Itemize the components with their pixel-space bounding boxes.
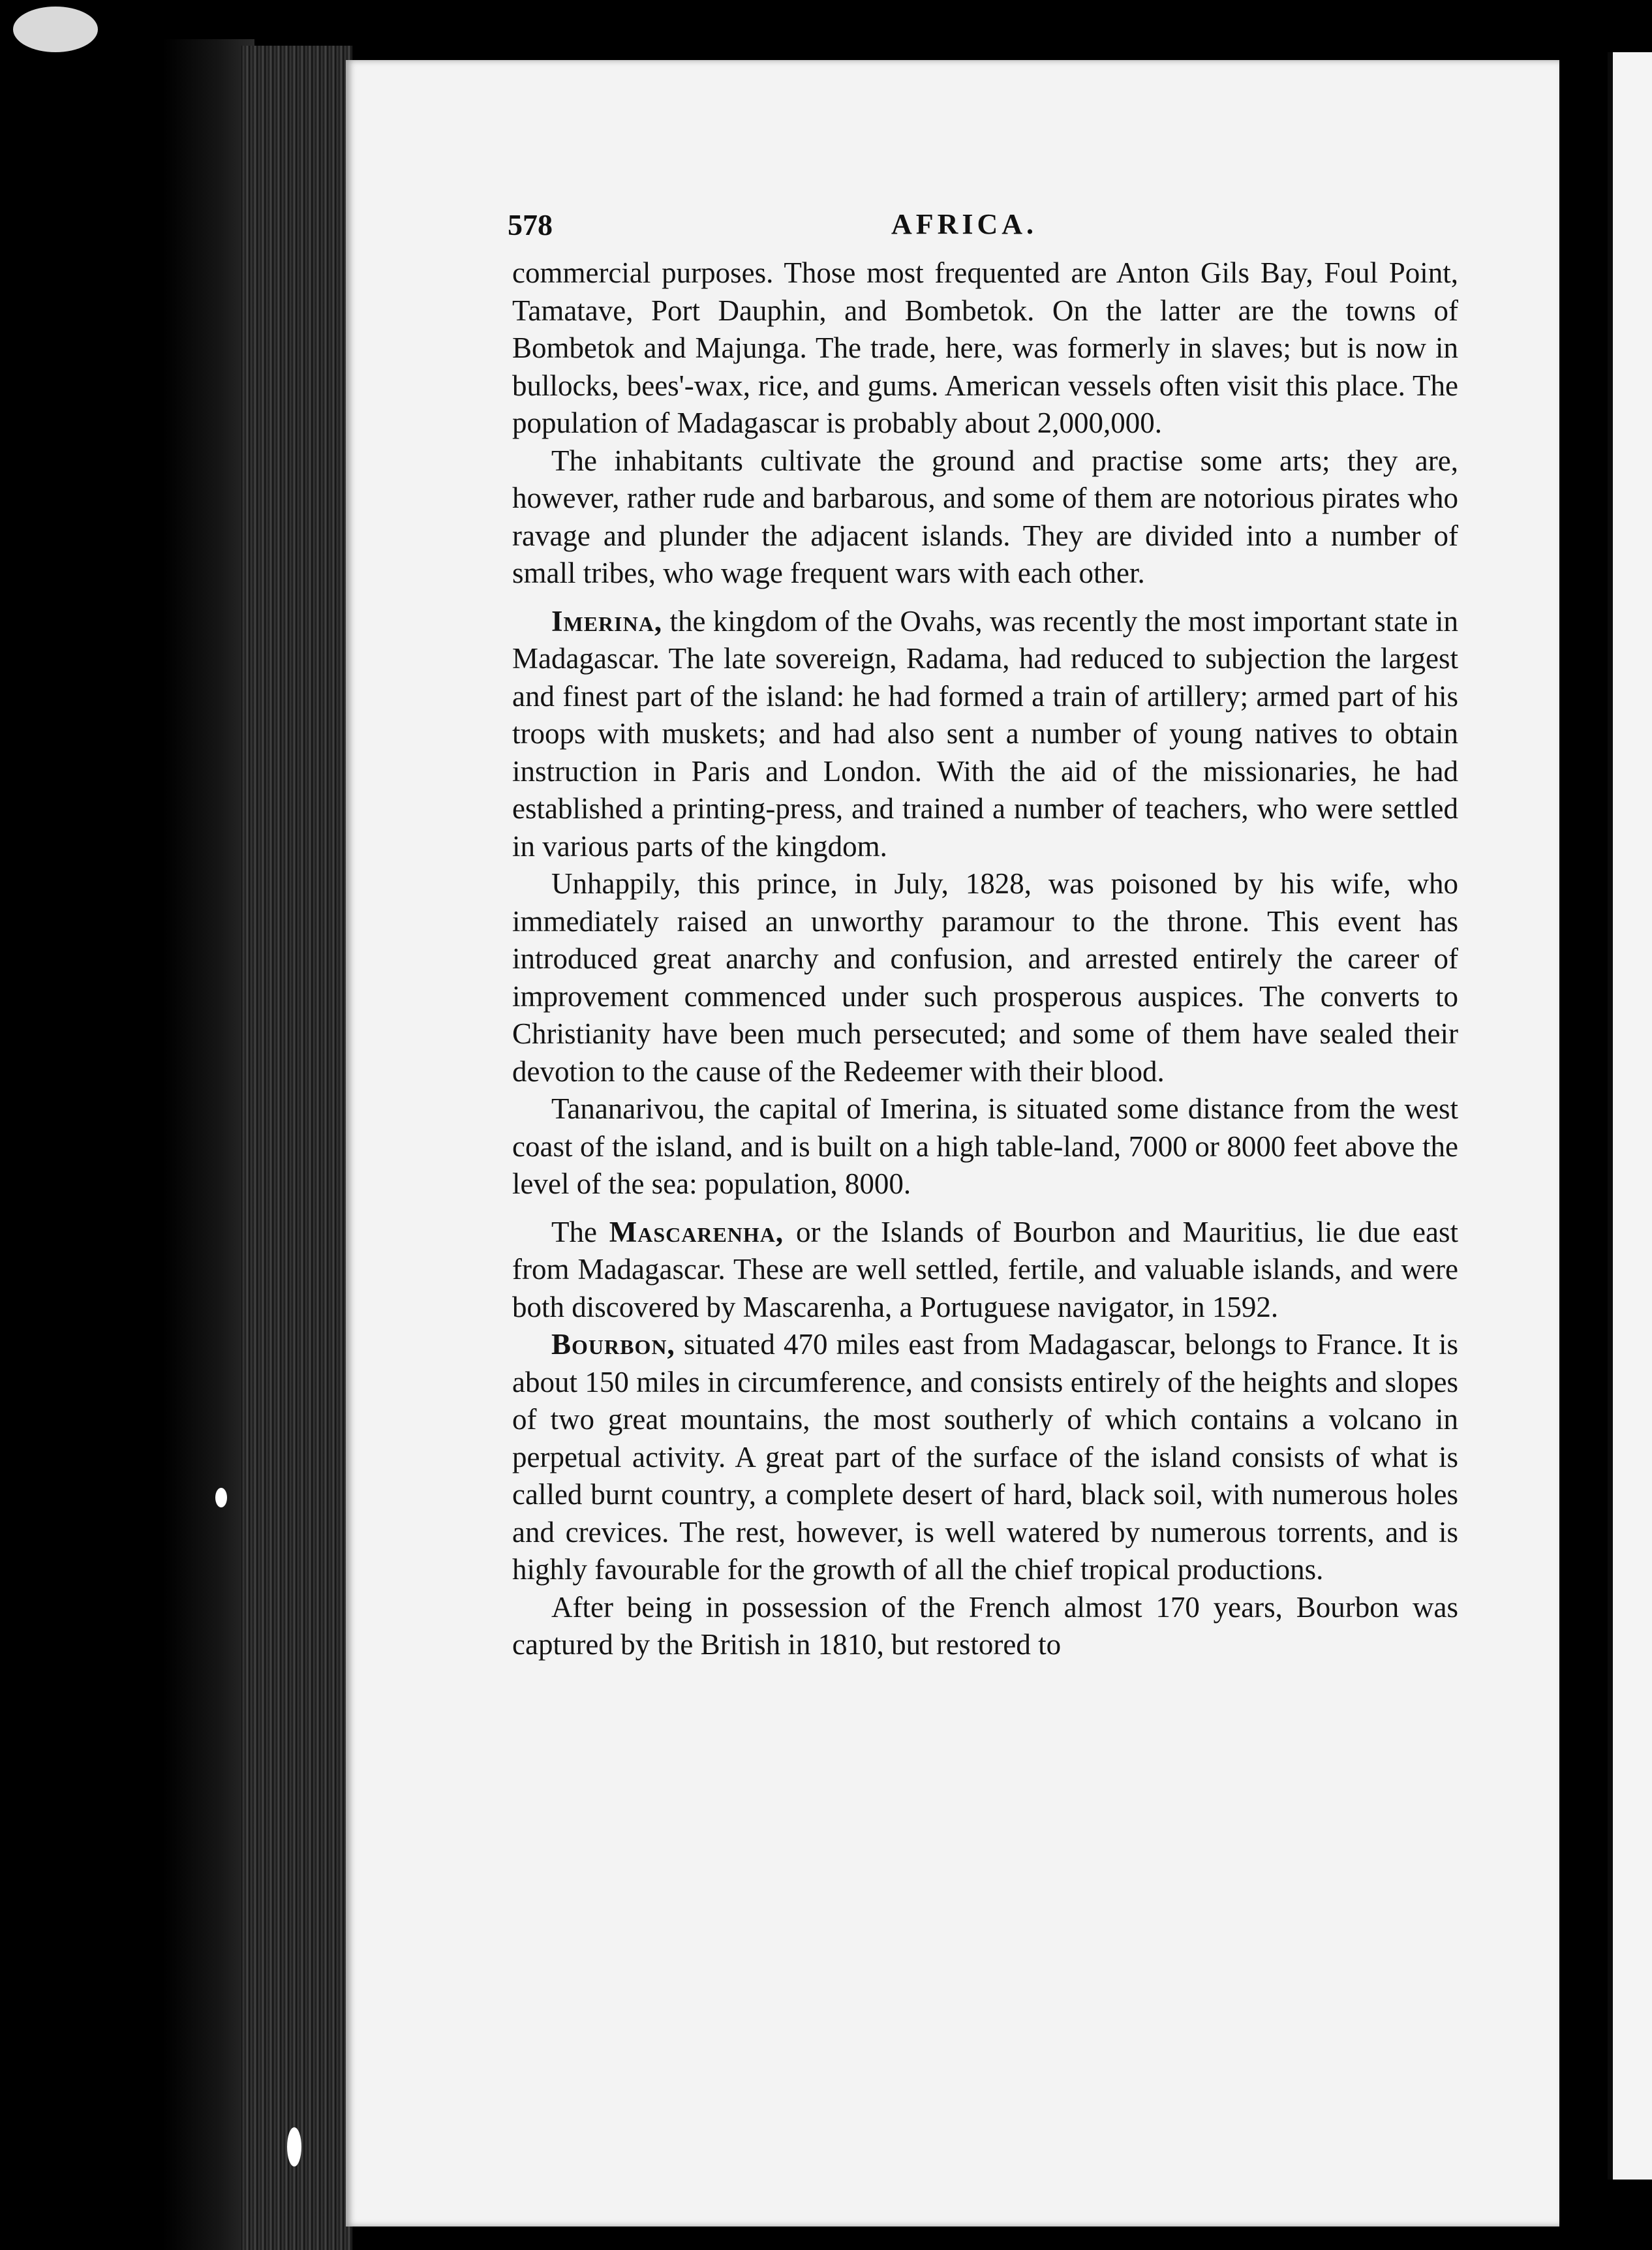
page-number: 578 bbox=[508, 208, 553, 241]
body-text bbox=[512, 254, 1458, 1664]
paragraph-lead-term: Bourbon, bbox=[551, 1328, 675, 1361]
paragraph-tananarivou bbox=[512, 1090, 1458, 1203]
scan-speck bbox=[13, 7, 98, 52]
paragraph-text: The inhabitants cultivate the ground and practise some arts; they are, however, rather rude and barbarous, and some of them are notorious pirates who ravage and plunder the adjacent islands. They are divided into a number of small tribes, who wage frequent wars with each other. bbox=[512, 444, 1458, 589]
paragraph-lead-term: Mascarenha, bbox=[609, 1215, 784, 1248]
running-head: AFRICA. bbox=[891, 208, 1038, 240]
adjacent-page-strip bbox=[1608, 52, 1652, 2180]
scan-speck bbox=[215, 1488, 227, 1507]
paragraph-text: the kingdom of the Ovahs, was recently the most important state in Madagascar. The late sovereign, Radama, had reduced to subjection the largest and finest part of the island: he had formed a train of artillery; armed part of his troops with muskets; and had also sent a number of young natives to obtain instruction in Paris and London. With the aid of the missionaries, he had established a printing-press, and trained a number of teachers, who were settled in various parts of the kingdom. bbox=[512, 604, 1458, 863]
book-page bbox=[346, 60, 1559, 2227]
book-edge-shadow bbox=[163, 39, 254, 2250]
page-header bbox=[508, 208, 1421, 247]
paragraph-commercial-purposes bbox=[512, 254, 1458, 442]
paragraph-text: Tananarivou, the capital of Imerina, is situated some distance from the west coast of the island, and is built on a high table-land, 7000 or 8000 feet above the level of the sea: population, 8000. bbox=[512, 1092, 1458, 1200]
paragraph-lead-term: Imerina, bbox=[551, 604, 663, 638]
page-edge-stack bbox=[241, 46, 352, 2250]
paragraph-text: Unhappily, this prince, in July, 1828, was poisoned by his wife, who immediately raised an unworthy paramour to the throne. This event has introduced great anarchy and confusion, and arrested entirely the career of improvement commenced under such prosperous auspices. The converts to Christianity have been much persecuted; and some of them have sealed their devotion to the cause of the Redeemer with their blood. bbox=[512, 867, 1458, 1088]
paragraph-lead-prefix: The bbox=[551, 1215, 609, 1248]
paragraph-mascarenha bbox=[512, 1214, 1458, 1327]
paragraph-text: commercial purposes. Those most frequented are Anton Gils Bay, Foul Point, Tamatave, Port Dauphin, and Bombetok. On the latter are the towns of Bombetok and Majunga. The trade, here, was formerly in slaves; but is now in bullocks, bees'-wax, rice, and gums. American vessels often visit this place. The population of Madagascar is probably about 2,000,000. bbox=[512, 256, 1458, 439]
paragraph-bourbon bbox=[512, 1326, 1458, 1589]
paragraph-inhabitants bbox=[512, 442, 1458, 593]
paragraph-text: or the Islands of Bourbon and Mauritius, lie due east from Madagascar. These are well settled, fertile, and valuable islands, and were both discovered by Mascarenha, a Portuguese navigator, in 1592. bbox=[512, 1215, 1458, 1323]
paragraph-unhappily bbox=[512, 865, 1458, 1090]
scan-speck bbox=[287, 2127, 301, 2166]
paragraph-text: After being in possession of the French almost 170 years, Bourbon was captured by the British in 1810, but restored to bbox=[512, 1590, 1458, 1661]
paragraph-after-being bbox=[512, 1589, 1458, 1664]
paragraph-imerina bbox=[512, 603, 1458, 866]
paragraph-text: situated 470 miles east from Madagascar, belongs to France. It is about 150 miles in circumference, and consists entirely of the heights and slopes of two great mountains, the most southerly of which contains a volcano in perpetual activity. A great part of the surface of the island consists of what is called burnt country, a complete desert of hard, black soil, with numerous holes and crevices. The rest, however, is well watered by numerous torrents, and is highly favourable for the growth of all the chief tropical productions. bbox=[512, 1328, 1458, 1586]
